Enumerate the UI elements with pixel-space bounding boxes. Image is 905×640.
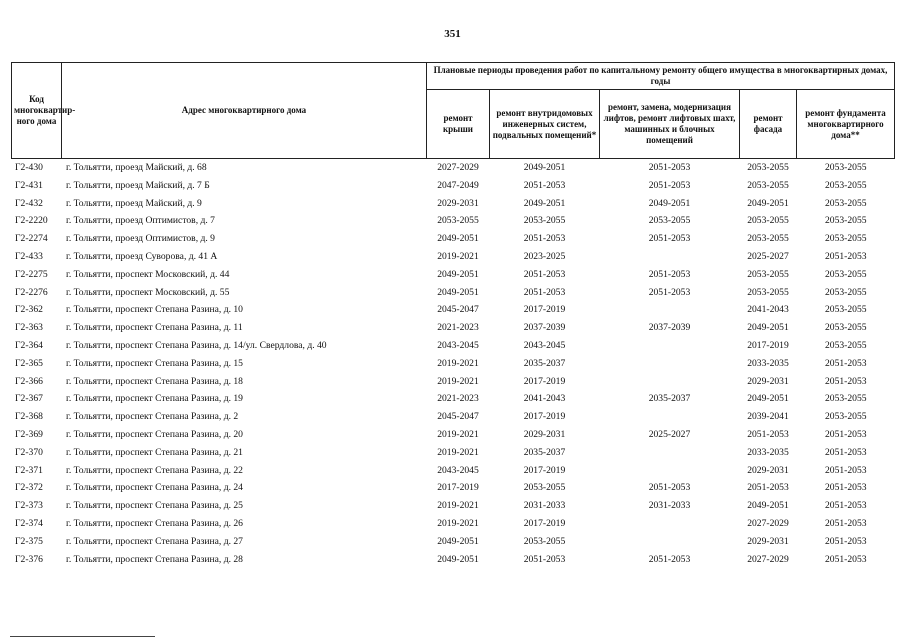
cell-address: г. Тольятти, проспект Степана Разина, д. 27 [66,535,243,547]
cell-lifts [600,444,740,462]
cell-address: г. Тольятти, проезд Суворова, д. 41 А [66,250,218,262]
table-row [12,515,895,533]
cell-foundation: 2051-2053 [824,357,867,369]
table-row [12,462,895,480]
cell-roof: 2019-2021 [437,250,479,262]
cell-roof: 2049-2051 [437,286,479,298]
cell-code: Г2-369 [15,428,43,440]
cell-address: г. Тольятти, проспект Степана Разина, д. 11 [66,322,243,334]
cell-facade: 2053-2055 [747,233,789,245]
cell-foundation: 2053-2055 [824,268,867,280]
cell-lifts [600,355,740,373]
cell-foundation: 2053-2055 [824,304,867,316]
cell-lifts: 2031-2033 [648,500,691,512]
cell-roof: 2043-2045 [437,339,479,351]
cell-code: Г2-2274 [15,233,48,245]
cell-facade: 2017-2019 [747,339,789,351]
cell-foundation: 2053-2055 [824,393,867,405]
cell-facade: 2027-2029 [747,553,789,565]
table-row [12,497,895,515]
table-row [12,248,895,266]
cell-code: Г2-432 [15,197,43,209]
cell-foundation: 2051-2053 [824,464,867,476]
table-row [12,408,895,426]
cell-roof: 2049-2051 [437,233,479,245]
cell-systems: 2051-2053 [523,233,566,245]
cell-lifts [600,533,740,551]
cell-lifts: 2051-2053 [648,286,691,298]
cell-foundation: 2051-2053 [824,553,867,565]
cell-code: Г2-362 [15,304,43,316]
cell-systems: 2053-2055 [523,535,566,547]
cell-lifts: 2051-2053 [648,162,691,173]
cell-foundation: 2053-2055 [824,286,867,298]
cell-facade: 2053-2055 [747,179,789,191]
table-row [12,551,895,569]
header-facade: ремонт фасада [740,90,797,159]
cell-roof: 2019-2021 [437,446,479,458]
table-row [12,479,895,497]
cell-facade: 2033-2035 [747,357,789,369]
cell-address: г. Тольятти, проезд Оптимистов, д. 7 [66,215,215,227]
table-body [12,159,895,569]
cell-systems: 2053-2055 [523,215,566,227]
table-row [12,212,895,230]
cell-foundation: 2053-2055 [824,215,867,227]
table-row [12,195,895,213]
cell-systems: 2017-2019 [523,517,566,529]
cell-code: Г2-374 [15,517,43,529]
table-row [12,533,895,551]
cell-roof: 2043-2045 [437,464,479,476]
cell-roof: 2027-2029 [437,162,479,173]
cell-roof: 2049-2051 [437,268,479,280]
table-row [12,319,895,337]
cell-systems: 2031-2033 [523,500,566,512]
header-row-top [12,63,895,90]
cell-systems: 2053-2055 [523,482,566,494]
page-number: 351 [444,28,461,40]
cell-foundation: 2051-2053 [824,375,867,387]
cell-foundation: 2053-2055 [824,179,867,191]
cell-address: г. Тольятти, проезд Майский, д. 7 Б [66,179,210,191]
cell-address: г. Тольятти, проспект Степана Разина, д. 25 [66,500,243,512]
cell-lifts [600,248,740,266]
cell-foundation: 2053-2055 [824,197,867,209]
cell-lifts [600,301,740,319]
cell-facade: 2025-2027 [747,250,789,262]
cell-lifts [600,373,740,391]
cell-facade: 2053-2055 [747,286,789,298]
cell-foundation: 2051-2053 [824,500,867,512]
cell-address: г. Тольятти, проспект Степана Разина, д. 15 [66,357,243,369]
cell-lifts: 2035-2037 [648,393,691,405]
cell-code: Г2-367 [15,393,43,405]
header-systems: ремонт внутридомовых инженерных систем, подвальных помещений* [490,90,600,159]
cell-systems: 2035-2037 [523,446,566,458]
cell-code: Г2-2220 [15,215,48,227]
cell-facade: 2027-2029 [747,517,789,529]
cell-roof: 2045-2047 [437,411,479,423]
cell-facade: 2049-2051 [747,500,789,512]
cell-roof: 2029-2031 [437,197,479,209]
cell-roof: 2021-2023 [437,393,479,405]
header-code: Код многоквартир-ного дома [12,63,62,159]
cell-code: Г2-363 [15,322,43,334]
table-row [12,390,895,408]
table-row [12,159,895,177]
cell-code: Г2-371 [15,464,43,476]
cell-systems: 2041-2043 [523,393,566,405]
cell-lifts: 2025-2027 [648,428,691,440]
cell-foundation: 2051-2053 [824,482,867,494]
cell-code: Г2-370 [15,446,43,458]
cell-systems: 2023-2025 [523,250,566,262]
table-row [12,426,895,444]
cell-facade: 2051-2053 [747,428,789,440]
table-row [12,373,895,391]
cell-code: Г2-375 [15,535,43,547]
table-row [12,444,895,462]
cell-code: Г2-2276 [15,286,48,298]
cell-foundation: 2051-2053 [824,517,867,529]
cell-address: г. Тольятти, проезд Майский, д. 68 [66,162,207,173]
header-periods: Плановые периоды проведения работ по капитальному ремонту общего имущества в многоквартирных домах, годы [427,63,895,90]
cell-foundation: 2051-2053 [824,250,867,262]
table-row [12,301,895,319]
cell-code: Г2-373 [15,500,43,512]
table-row [12,230,895,248]
cell-code: Г2-376 [15,553,43,565]
cell-code: Г2-433 [15,250,43,262]
cell-foundation: 2051-2053 [824,446,867,458]
header-foundation: ремонт фундамента многоквартирного дома** [797,90,895,159]
cell-address: г. Тольятти, проспект Степана Разина, д. 14/ул. Свердлова, д. 40 [66,339,327,351]
table-row [12,337,895,355]
cell-address: г. Тольятти, проспект Степана Разина, д. 2 [66,411,239,423]
cell-systems: 2017-2019 [523,375,566,387]
cell-lifts: 2051-2053 [648,233,691,245]
cell-lifts: 2053-2055 [648,215,691,227]
cell-lifts [600,515,740,533]
cell-address: г. Тольятти, проспект Степана Разина, д. 19 [66,393,243,405]
cell-code: Г2-364 [15,339,43,351]
cell-address: г. Тольятти, проспект Степана Разина, д. 28 [66,553,243,565]
cell-lifts: 2051-2053 [648,179,691,191]
cell-roof: 2017-2019 [437,482,479,494]
cell-facade: 2039-2041 [747,411,789,423]
cell-facade: 2053-2055 [747,215,789,227]
header-roof: ремонт крыши [427,90,490,159]
cell-roof: 2049-2051 [437,535,479,547]
cell-foundation: 2051-2053 [824,535,867,547]
cell-systems: 2051-2053 [523,268,566,280]
cell-lifts: 2051-2053 [648,553,691,565]
cell-lifts [600,462,740,480]
cell-code: Г2-430 [15,162,43,173]
cell-foundation: 2051-2053 [824,428,867,440]
footnote-rule [10,636,155,637]
cell-lifts: 2051-2053 [648,482,691,494]
cell-foundation: 2053-2055 [824,162,867,173]
cell-systems: 2051-2053 [523,286,566,298]
cell-lifts [600,408,740,426]
cell-roof: 2019-2021 [437,375,479,387]
cell-facade: 2033-2035 [747,446,789,458]
capital-repair-table [11,62,895,568]
header-lifts: ремонт, замена, модернизация лифтов, ремонт лифтовых шахт, машинных и блочных помещений [600,90,740,159]
cell-systems: 2017-2019 [523,411,566,423]
cell-foundation: 2053-2055 [824,411,867,423]
cell-roof: 2019-2021 [437,517,479,529]
cell-facade: 2029-2031 [747,535,789,547]
cell-systems: 2017-2019 [523,304,566,316]
cell-roof: 2021-2023 [437,322,479,334]
cell-facade: 2053-2055 [747,268,789,280]
cell-address: г. Тольятти, проспект Степана Разина, д. 21 [66,446,243,458]
cell-code: Г2-372 [15,482,43,494]
cell-address: г. Тольятти, проспект Степана Разина, д. 22 [66,464,243,476]
cell-address: г. Тольятти, проезд Оптимистов, д. 9 [66,233,215,245]
cell-facade: 2041-2043 [747,304,789,316]
cell-code: Г2-431 [15,179,43,191]
cell-roof: 2049-2051 [437,553,479,565]
cell-systems: 2029-2031 [523,428,566,440]
cell-systems: 2035-2037 [523,357,566,369]
cell-roof: 2053-2055 [437,215,479,227]
cell-systems: 2043-2045 [523,339,566,351]
cell-address: г. Тольятти, проспект Степана Разина, д. 26 [66,517,243,529]
cell-address: г. Тольятти, проспект Степана Разина, д. 20 [66,428,243,440]
cell-facade: 2051-2053 [747,482,789,494]
cell-address: г. Тольятти, проспект Степана Разина, д. 24 [66,482,243,494]
cell-facade: 2049-2051 [747,322,789,334]
header-address: Адрес многоквартирного дома [62,63,427,159]
cell-lifts: 2049-2051 [648,197,691,209]
table-row [12,355,895,373]
cell-code: Г2-366 [15,375,43,387]
cell-systems: 2051-2053 [523,553,566,565]
cell-systems: 2049-2051 [523,197,566,209]
cell-roof: 2019-2021 [437,357,479,369]
table-row [12,177,895,195]
cell-lifts: 2051-2053 [648,268,691,280]
cell-code: Г2-365 [15,357,43,369]
cell-code: Г2-368 [15,411,43,423]
cell-foundation: 2053-2055 [824,322,867,334]
cell-facade: 2049-2051 [747,197,789,209]
cell-facade: 2029-2031 [747,375,789,387]
cell-foundation: 2053-2055 [824,233,867,245]
cell-roof: 2047-2049 [437,179,479,191]
cell-facade: 2029-2031 [747,464,789,476]
table-row [12,284,895,302]
table-row [12,266,895,284]
cell-roof: 2019-2021 [437,428,479,440]
cell-address: г. Тольятти, проспект Степана Разина, д. 10 [66,304,243,316]
cell-foundation: 2053-2055 [824,339,867,351]
cell-facade: 2049-2051 [747,393,789,405]
cell-facade: 2053-2055 [747,162,789,173]
cell-address: г. Тольятти, проспект Московский, д. 55 [66,286,230,298]
cell-systems: 2037-2039 [523,322,566,334]
cell-address: г. Тольятти, проспект Московский, д. 44 [66,268,230,280]
cell-systems: 2049-2051 [523,162,566,173]
cell-lifts [600,337,740,355]
cell-lifts: 2037-2039 [648,322,691,334]
cell-code: Г2-2275 [15,268,48,280]
cell-systems: 2017-2019 [523,464,566,476]
cell-roof: 2019-2021 [437,500,479,512]
cell-roof: 2045-2047 [437,304,479,316]
cell-address: г. Тольятти, проспект Степана Разина, д. 18 [66,375,243,387]
cell-address: г. Тольятти, проезд Майский, д. 9 [66,197,202,209]
cell-systems: 2051-2053 [523,179,566,191]
